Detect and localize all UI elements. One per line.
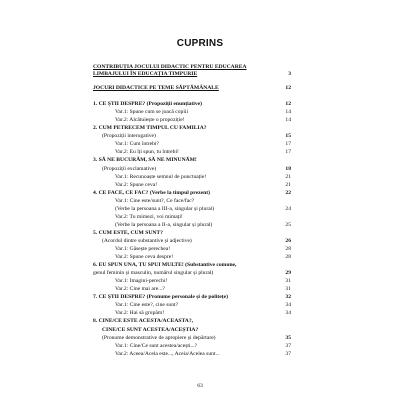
toc-entry-title: (Acordul dintre substantive și adjective) (102, 237, 192, 244)
toc-entry-page: 21 (285, 181, 291, 188)
page-number: 63 (197, 383, 203, 389)
toc-entry-page: 18 (285, 165, 291, 172)
toc-entry-title: Var.1: Cine este?, cine sunt? (115, 302, 179, 309)
toc-entry (0, 101, 400, 108)
toc-entry-title: Var.2: Alcătuiește o propoziție! (115, 117, 185, 124)
toc-entry-page: 15 (285, 133, 291, 140)
toc-entry (0, 246, 400, 253)
toc-entry-page: 35 (285, 334, 291, 341)
toc-entry-title: LIMBAJULUI ÎN EDUCAȚIA TIMPURIE (93, 71, 198, 77)
toc-entry-title: 7. CE ȘTII DESPRE? (Pronume personale și de politețe) (93, 294, 228, 301)
toc-entry (0, 262, 400, 269)
toc-entry-title: 5. CUM ESTE, CUM SUNT? (93, 229, 163, 236)
toc-entry (0, 351, 400, 358)
toc-entry-title: Var.2: Cine mai are...? (115, 286, 165, 293)
toc-entry-page: 17 (285, 141, 291, 148)
toc-entry (0, 198, 400, 205)
toc-entry (0, 133, 400, 140)
toc-entry-title: Var.1: Cum întrebi? (115, 141, 159, 148)
toc-entry-page: 31 (285, 278, 291, 285)
toc-entry-page: 28 (285, 246, 291, 252)
toc-entry-title: JOCURI DIDACTICE PE TEME SĂPTĂMÂNALE (93, 85, 219, 91)
toc-entry-title: Var.2: Tu mimezi, voi mimați! (115, 213, 183, 220)
toc-entry (0, 343, 400, 350)
toc-entry-page: 22 (285, 189, 291, 196)
toc-entry-title: Var.2: Spune ceva! (115, 181, 158, 188)
toc-entry (0, 109, 400, 116)
toc-entry-page: 32 (285, 294, 291, 301)
toc-entry (0, 157, 400, 164)
toc-entry (0, 278, 400, 285)
toc-entry-page: 12 (285, 85, 291, 91)
toc-entry-title: Var.1: Spune cum se joacă copiii (115, 109, 189, 116)
toc-entry (0, 286, 400, 293)
toc-entry-title: Var.1: Recunoaște semnul de punctuație! (115, 173, 207, 180)
toc-entry (0, 190, 400, 197)
toc-entry (0, 327, 400, 334)
toc-entry-page: 26 (285, 237, 291, 244)
toc-entry (0, 141, 400, 148)
toc-entry (0, 302, 400, 309)
toc-entry-page: 12 (285, 101, 291, 108)
toc-entry-page: 37 (285, 342, 291, 349)
toc-entry (0, 270, 400, 277)
toc-entry-title: 3. SĂ NE BUCURĂM, SĂ NE MINUNĂM! (93, 157, 197, 164)
toc-entry (0, 318, 400, 325)
toc-entry-title: (Verbe la persoana a III-a, singular și plural) (115, 205, 215, 212)
toc-entry (0, 214, 400, 221)
toc-entry-title: 1. CE ȘTII DESPRE? (Propoziții enunțiative) (93, 101, 202, 108)
toc-entry (0, 294, 400, 301)
toc-entry (0, 206, 400, 213)
toc-entry-page: 37 (285, 350, 291, 357)
toc-entry (0, 125, 400, 132)
toc-entry (0, 238, 400, 245)
toc-entry-title: Var.1: Cine/Ce sunt acestea/acești...? (115, 342, 198, 349)
toc-entry-title: Var.1: Cine este/sunt?, Ce face/fac? (115, 197, 195, 204)
toc-entry-title: (Propoziții interogative) (102, 133, 156, 140)
toc-entry-page: 25 (285, 221, 291, 228)
toc-entry-page: 17 (285, 149, 291, 156)
toc-entry (0, 310, 400, 317)
toc-entry (0, 77, 400, 84)
toc-entry (0, 117, 400, 124)
toc-entry-page: 14 (285, 117, 291, 124)
toc-entry-page: 29 (285, 270, 291, 277)
toc-entry-title: (Verbe la persoana a II-a, singular și plural) (115, 221, 213, 228)
toc-entry-page: 24 (285, 205, 291, 212)
toc-entry-title: (Pronume demonstrative de apropiere și depărtare) (102, 334, 216, 341)
toc-entry-page: 3 (288, 71, 291, 77)
toc-entry-title: 6. EU SPUN UNA, TU SPUI MULTE! (Substantive comune, (93, 262, 237, 269)
toc-entry (0, 254, 400, 261)
toc-entry-page: 14 (285, 109, 291, 116)
toc-entry-title: Var.2: Eu îți spun, tu întrebi! (115, 149, 179, 156)
toc-entry-title: 4. CE FACE, CE FAC? (Verbe la timpul prezent) (93, 189, 210, 196)
toc-entry (0, 222, 400, 229)
toc-entry (0, 182, 400, 189)
toc-entry-page: 28 (285, 254, 291, 261)
toc-entry-title: Var.1: Imagini-perechi! (115, 278, 168, 285)
toc-entry-page: 34 (285, 302, 291, 309)
toc-entry-title: 8. CINE/CE ESTE ACESTA/ACEASTA?, (93, 318, 194, 325)
toc-entry (0, 149, 400, 156)
page-title: CUPRINS (176, 38, 224, 49)
toc-entry (0, 64, 400, 71)
toc-entry (0, 93, 400, 100)
toc-entry (0, 166, 400, 173)
toc-entry (0, 174, 400, 181)
toc-entry-title: Var.2: Spune ceva despre! (115, 254, 174, 261)
toc-entry-page: 31 (285, 286, 291, 293)
toc-entry-title: 2. CUM PETRECEM TIMPUL CU FAMILIA? (93, 125, 207, 132)
toc-entry-title: genul feminin și masculin, numărul singular și plural) (93, 270, 214, 277)
toc-entry-title: (Propoziții exclamative) (102, 165, 157, 172)
toc-entry-page: 34 (285, 310, 291, 317)
toc-entry-title: CONTRIBUȚIA JOCULUI DIDACTIC PENTRU EDUCAREA (93, 64, 247, 70)
toc-entry-title: Var.2: Aceea/Acela este..., Aceia/Acelea sunt... (115, 350, 220, 357)
toc-entry (0, 230, 400, 237)
toc-entry (0, 85, 400, 92)
toc-entry (0, 335, 400, 342)
toc-entry-page: 21 (285, 173, 291, 180)
toc-entry-title: CINE/CE SUNT ACESTEA/ACEȘTIA? (102, 326, 199, 333)
toc-entry-title: Var.2: Hai să grupăm! (115, 310, 165, 317)
toc-entry-title: Var.1: Găsește perechea! (115, 246, 171, 252)
